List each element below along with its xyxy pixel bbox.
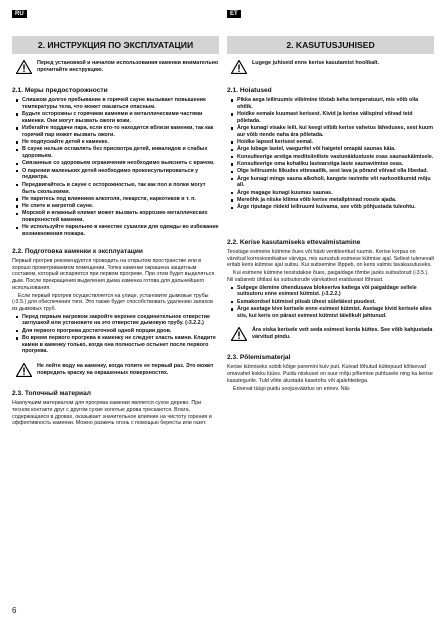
warning-triangle-icon	[16, 363, 32, 382]
list-item: Ärge riputage riideid leiliruumi kuivama, see võib põhjustada tuleohtu.	[231, 204, 434, 211]
language-tag-et: ET	[227, 10, 241, 18]
paragraph: Erinevat tüüpi puidu soojusväärtus on erinev. Näi-	[233, 385, 351, 392]
list-item: Будьте осторожны с горячими камнями и металлическими частями каменки. Они могут вызвать ожоги кожи.	[16, 111, 219, 124]
list-item: Не паритесь под влиянием алкоголя, лекарств, наркотиков и т. п.	[16, 196, 219, 203]
list-item: Ärge asetage kive kerisele enne esimest kütmist. Asetage kivid kerisele alles siis, kui keris on pärast esimest kütmist täielikult jahtunud.	[231, 306, 434, 319]
paragraph: Kui esimene kütmine teostatakse õues, paigaldage tõmbe jaoks suitsutorud (›3.5.). Nii vabaneb ühtlasi ka suitsutorude värvkattest eralduvast lõhnast.	[227, 270, 429, 283]
list-item: Esmakordsel kütmisel piisab ühest sületäiest puudest.	[231, 299, 434, 306]
page-number: 6	[12, 606, 17, 615]
bullet-list	[231, 97, 434, 211]
list-item: Ärge kunagi visake leili, kui keegi viibib kerise vahetus läheduses, sest kuum aur võib nende naha ära põletada.	[231, 125, 434, 138]
list-item: Ärge lubage lastel, vaeguritel või haigetel omapäi saunas käia.	[231, 146, 434, 153]
warning-text: Ära viska kerisele vett seda esimest korda küttes. See võib kahjustada värvitud pindu.	[252, 327, 433, 341]
list-item: Во время первого прогрева в каменку не следует класть камни. Кладите камни в каменку только, когда она полностью остынет после первого прогрева.	[16, 335, 219, 355]
section-title-et: 2. KASUTUSJUHISED	[227, 36, 434, 54]
list-item: Перед первым нагревом закройте верхнее соединительное отверстие заглушкой или установите на это отверстие дымовую трубу. (›3.2.2.)	[16, 314, 219, 327]
list-item: Для первого прогрева достаточной одной порции дров.	[16, 328, 219, 335]
list-item: Ärge kunagi minge sauna alkoholi, kangete ravimite või narkootikumid mõju all.	[231, 176, 434, 189]
warning-text: Lugege juhiseid enne kerise kasutamist hoolikalt.	[252, 60, 380, 66]
list-item: Ärge magage kunagi kuumas saunas.	[231, 190, 434, 197]
warning-box-et	[231, 327, 434, 346]
list-item: Olge leiliruumis liikudes ettevaatlik, sest lava ja põrand võivad olla libedad.	[231, 168, 434, 175]
paragraph: Teostage esimene kütmine õues või hästi ventileeritud ruumis. Kerise korpus on värvitud korrosioonikaitse värviga, mis aurustub esimese kütmise ajal. Sellest tulenevalt eritab keris kütmise ajal suitsu. Kui suitsemine lõppeb, on keris valmis tavakasutuseks.	[227, 249, 435, 269]
list-item: Sulgege ülemine ühendusava blokeeriva kattega või paigaldage sellele suitsutoru enne esimest kütmist. (›3.2.2.)	[231, 285, 434, 298]
bullet-list	[16, 97, 219, 238]
warning-text: Перед установкой и началом использования каменки внимательно прочитайте инструкцию.	[37, 60, 219, 73]
subsection-title: 2.1. Hoiatused	[227, 87, 272, 94]
language-tag-ru: RU	[12, 10, 27, 18]
list-item: Hoidke lapsed kerisest eemal.	[231, 139, 434, 146]
column-ru	[12, 36, 219, 428]
list-item: Pikka aega leiliruumis viibimine tõstab keha temperatuuri, mis võib olla ohtlik.	[231, 97, 434, 110]
bullet-list	[16, 314, 219, 356]
column-et	[227, 36, 434, 393]
list-item: Слишком долгое пребывание в горячей сауне вызывает повышение температуры тела, что может оказаться опасным.	[16, 97, 219, 110]
warning-triangle-icon	[231, 60, 247, 79]
list-item: Передвигайтесь в сауне с осторожностью, так как пол и полки могут быть скользкими.	[16, 182, 219, 195]
list-item: О парении маленьких детей необходимо проконсультироваться у педиатра.	[16, 168, 219, 181]
bullet-list	[231, 285, 434, 320]
list-item: Не подпускайте детей к каменке.	[16, 139, 219, 146]
list-item: Konsulteerige oma kohaliku lastearstiga laste saunaviimise osas.	[231, 161, 434, 168]
paragraph: Первый прогрев рекомендуется проводить на открытом пространстве или в хорошо проветриваемом помещении. Топка каменки окрашена защитным составом, который испаряется при первом прогреве. При этом будет выделяться дым. После прекращения выделения дыма каменка готова для дальнейшего использования.	[12, 257, 215, 291]
list-item: Mereõhk ja niiske kliima võib kerise metallpinnad rooste ajada.	[231, 197, 434, 204]
warning-triangle-icon	[231, 327, 247, 346]
paragraph: Kerise kütmiseks sobib kõige paremini kuiv puit. Kuivad lõhutud küttepuud kõlisevad omavahel kokku lüües. Puidu niiskusel on suur mõju põlemise puhtusele ning ka kerise kasutegurile. Tuld võite alustada kasetohu või ajalehtedega.	[227, 364, 433, 384]
section-title-ru: 2. ИНСТРУКЦИЯ ПО ЭКСПЛУАТАЦИИ	[12, 36, 219, 54]
list-item: Hoidke eemale kuumast kerisest. Kivid ja kerise välispind võivad teid põletada.	[231, 111, 434, 124]
paragraph: Наилучшим материалом для прогрева каменки является сухое дерево. При тесном контакте друг с другом сухие колотые дрова трескаются. Влага, содержащаяся в дровах, оказывает значительное влияние на чистоту горения и эффективность каменки. Можно разжечь огонь с помощью бересты или газет.	[12, 400, 212, 427]
subsection-title: 2.3. Топочный материал	[12, 390, 91, 398]
warning-triangle-icon	[16, 60, 32, 79]
list-item: Морской и влажный климат может вызвать коррозию металлических поверхностей каменки.	[16, 210, 219, 223]
list-item: Не используйте парильню в качестве сушилки для одежды во избежание возникновения пожара.	[16, 224, 219, 237]
list-item: Не спите в нагретой сауне.	[16, 203, 219, 210]
warning-box-et	[231, 60, 434, 79]
list-item: Связанные со здоровьем ограничения необходимо выяснить с врачом.	[16, 160, 219, 167]
warning-box-ru	[16, 60, 219, 79]
paragraph: Если первый прогрев осуществляется на улице, установите дымовые трубы (›3.5.) для обеспечения тяги. Это также будет способствовать удалению запахов из дымовых труб.	[12, 292, 213, 312]
list-item: Konsulteerige arstiga meditsiiniliste vastunäidustuste osas saunaskäimisele.	[231, 154, 434, 161]
warning-box-ru	[16, 363, 219, 382]
subsection-title: 2.2. Kerise kasutamiseks ettevalmistamine	[227, 239, 361, 247]
subsection-title: 2.2. Подготовка каменки к эксплуатации	[12, 247, 143, 255]
subsection-title: 2.3. Põlemismaterjal	[227, 354, 291, 362]
warning-text: Не лейте воду на каменку, когда топите ее первый раз. Это может повредить краску на окрашенных поверхностях.	[37, 363, 214, 376]
subsection-title: 2.1. Меры предосторожности	[12, 87, 108, 94]
list-item: Избегайте поддачи пара, если кто-то находится вблизи каменки, так как горячий пар может вызвать ожоги.	[16, 125, 219, 138]
list-item: В сауне нельзя оставлять без присмотра детей, инвалидов и слабых здоровьем.	[16, 146, 219, 159]
